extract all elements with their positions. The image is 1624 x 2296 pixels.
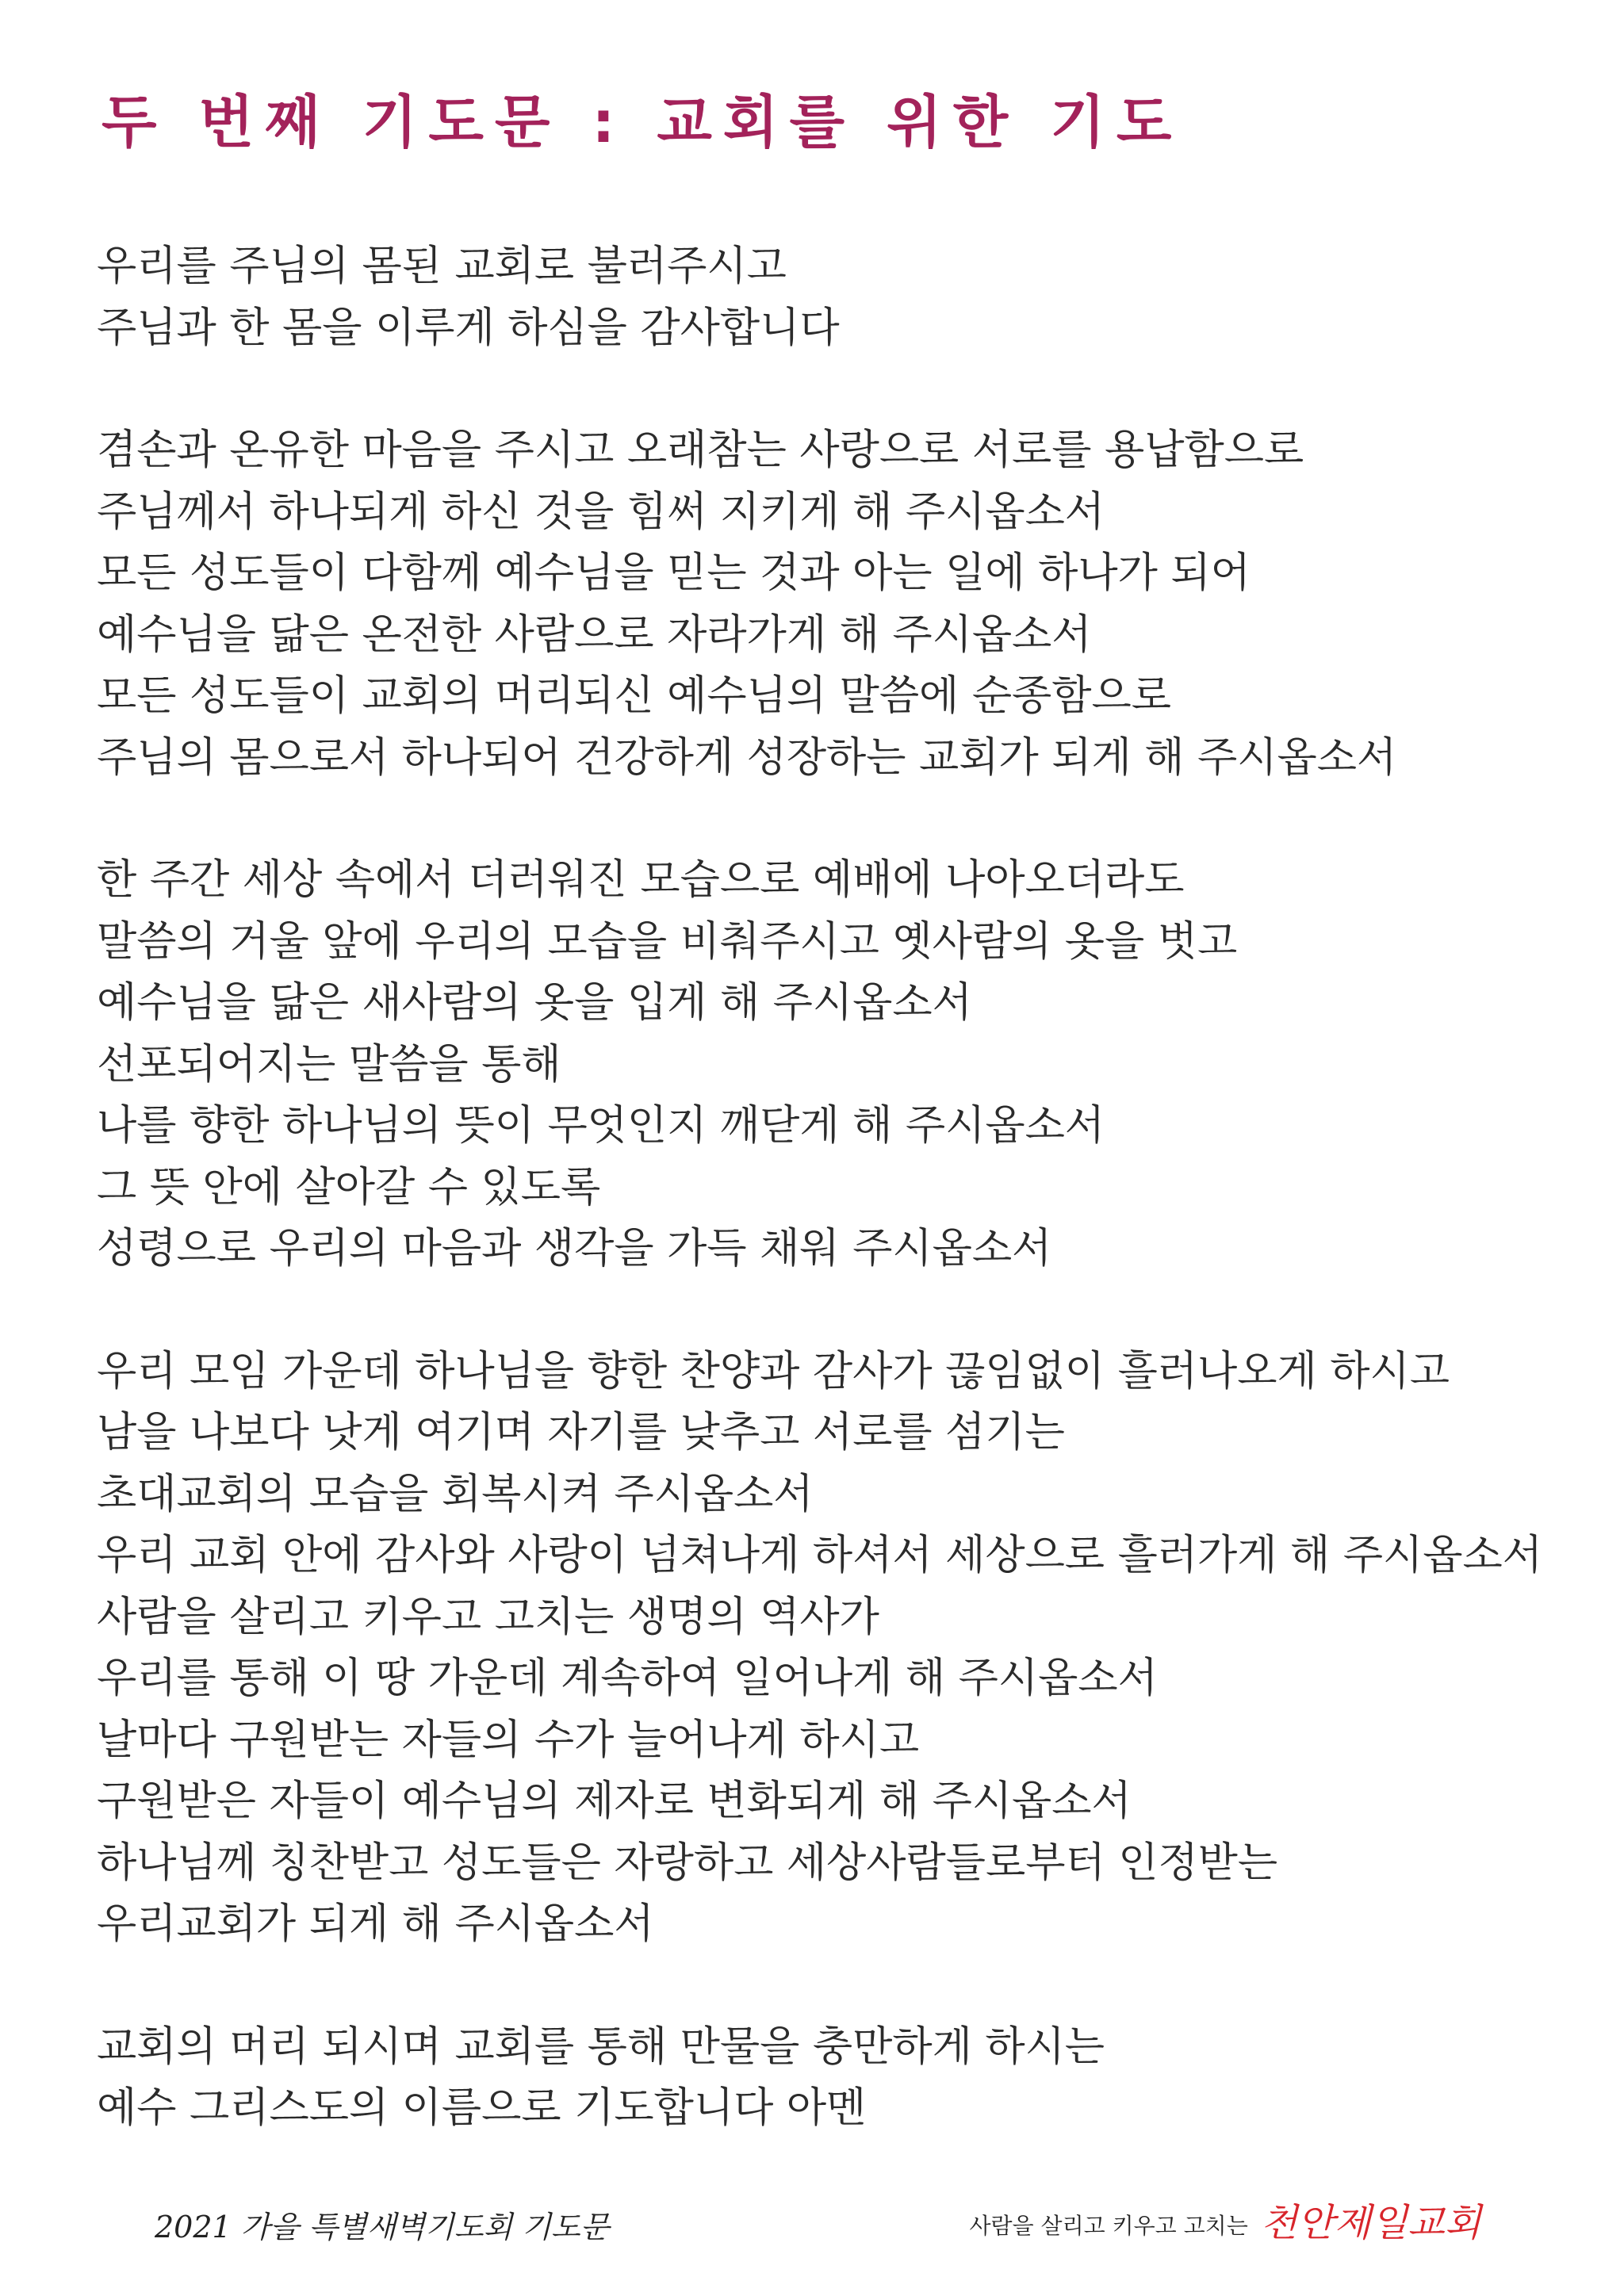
prayer-line: 우리 모임 가운데 하나님을 향한 찬양과 감사가 끊임없이 흘러나오게 하시고 bbox=[97, 1347, 1450, 1395]
prayer-line: 하나님께 칭찬받고 성도들은 자랑하고 세상사람들로부터 인정받는 bbox=[97, 1839, 1278, 1887]
prayer-body bbox=[97, 236, 1588, 2201]
paragraph-1 bbox=[97, 236, 1588, 359]
church-logo-text: 천안제일교회 bbox=[1260, 2201, 1481, 2245]
paragraph-3 bbox=[97, 850, 1588, 1280]
prayer-line: 예수님을 닮은 새사람의 옷을 입게 해 주시옵소서 bbox=[97, 979, 972, 1027]
prayer-line: 말씀의 거울 앞에 우리의 모습을 비춰주시고 옛사람의 옷을 벗고 bbox=[97, 917, 1238, 966]
prayer-line: 우리교회가 되게 해 주시옵소서 bbox=[97, 1900, 654, 1948]
prayer-line: 나를 향한 하나님의 뜻이 무엇인지 깨닫게 해 주시옵소서 bbox=[97, 1102, 1105, 1150]
page-title: 두 번째 기도문 : 교회를 위한 기도 bbox=[102, 89, 1183, 155]
prayer-line: 남을 나보다 낫게 여기며 자기를 낮추고 서로를 섬기는 bbox=[97, 1409, 1065, 1456]
prayer-line: 모든 성도들이 다함께 예수님을 믿는 것과 아는 일에 하나가 되어 bbox=[97, 549, 1251, 597]
prayer-line: 겸손과 온유한 마음을 주시고 오래참는 사랑으로 서로를 용납함으로 bbox=[97, 427, 1304, 474]
prayer-line: 예수 그리스도의 이름으로 기도합니다 아멘 bbox=[97, 2084, 867, 2132]
prayer-line: 우리를 통해 이 땅 가운데 계속하여 일어나게 해 주시옵소서 bbox=[97, 1655, 1158, 1702]
prayer-line: 사람을 살리고 키우고 고치는 생명의 역사가 bbox=[97, 1593, 879, 1641]
prayer-line: 주님의 몸으로서 하나되어 건강하게 성장하는 교회가 되게 해 주시옵소서 bbox=[97, 733, 1397, 782]
prayer-line: 우리 교회 안에 감사와 사랑이 넘쳐나게 하셔서 세상으로 흘러가게 해 주시옵소서 bbox=[97, 1532, 1542, 1579]
prayer-line: 주님과 한 몸을 이루게 하심을 감사합니다 bbox=[97, 304, 840, 352]
prayer-line: 한 주간 세상 속에서 더러워진 모습으로 예배에 나아오더라도 bbox=[97, 856, 1185, 904]
prayer-line: 그 뜻 안에 살아갈 수 있도록 bbox=[97, 1163, 601, 1211]
paragraph-4 bbox=[97, 1341, 1588, 1956]
footer-slogan: 사람을 살리고 키우고 고치는 bbox=[969, 2213, 1248, 2239]
prayer-line: 우리를 주님의 몸된 교회로 불러주시고 bbox=[97, 243, 787, 290]
prayer-line: 구원받은 자들이 예수님의 제자로 변화되게 해 주시옵소서 bbox=[97, 1777, 1132, 1825]
prayer-line: 예수님을 닮은 온전한 사람으로 자라가게 해 주시옵소서 bbox=[97, 610, 1092, 659]
paragraph-2 bbox=[97, 420, 1588, 789]
prayer-line: 성령으로 우리의 마음과 생각을 가득 채워 주시옵소서 bbox=[97, 1225, 1052, 1272]
prayer-line: 선포되어지는 말씀을 통해 bbox=[97, 1040, 561, 1089]
prayer-line: 날마다 구원받는 자들의 수가 늘어나게 하시고 bbox=[97, 1716, 920, 1764]
prayer-line: 모든 성도들이 교회의 머리되신 예수님의 말씀에 순종함으로 bbox=[97, 672, 1171, 720]
prayer-line: 주님께서 하나되게 하신 것을 힘써 지키게 해 주시옵소서 bbox=[97, 488, 1105, 536]
prayer-line: 초대교회의 모습을 회복시켜 주시옵소서 bbox=[97, 1470, 814, 1518]
footer-event-label: 2021 가을 특별새벽기도회 기도문 bbox=[155, 2210, 610, 2244]
paragraph-5 bbox=[97, 2017, 1588, 2140]
footer-church-signature bbox=[969, 2201, 1482, 2245]
prayer-line: 교회의 머리 되시며 교회를 통해 만물을 충만하게 하시는 bbox=[97, 2022, 1105, 2071]
